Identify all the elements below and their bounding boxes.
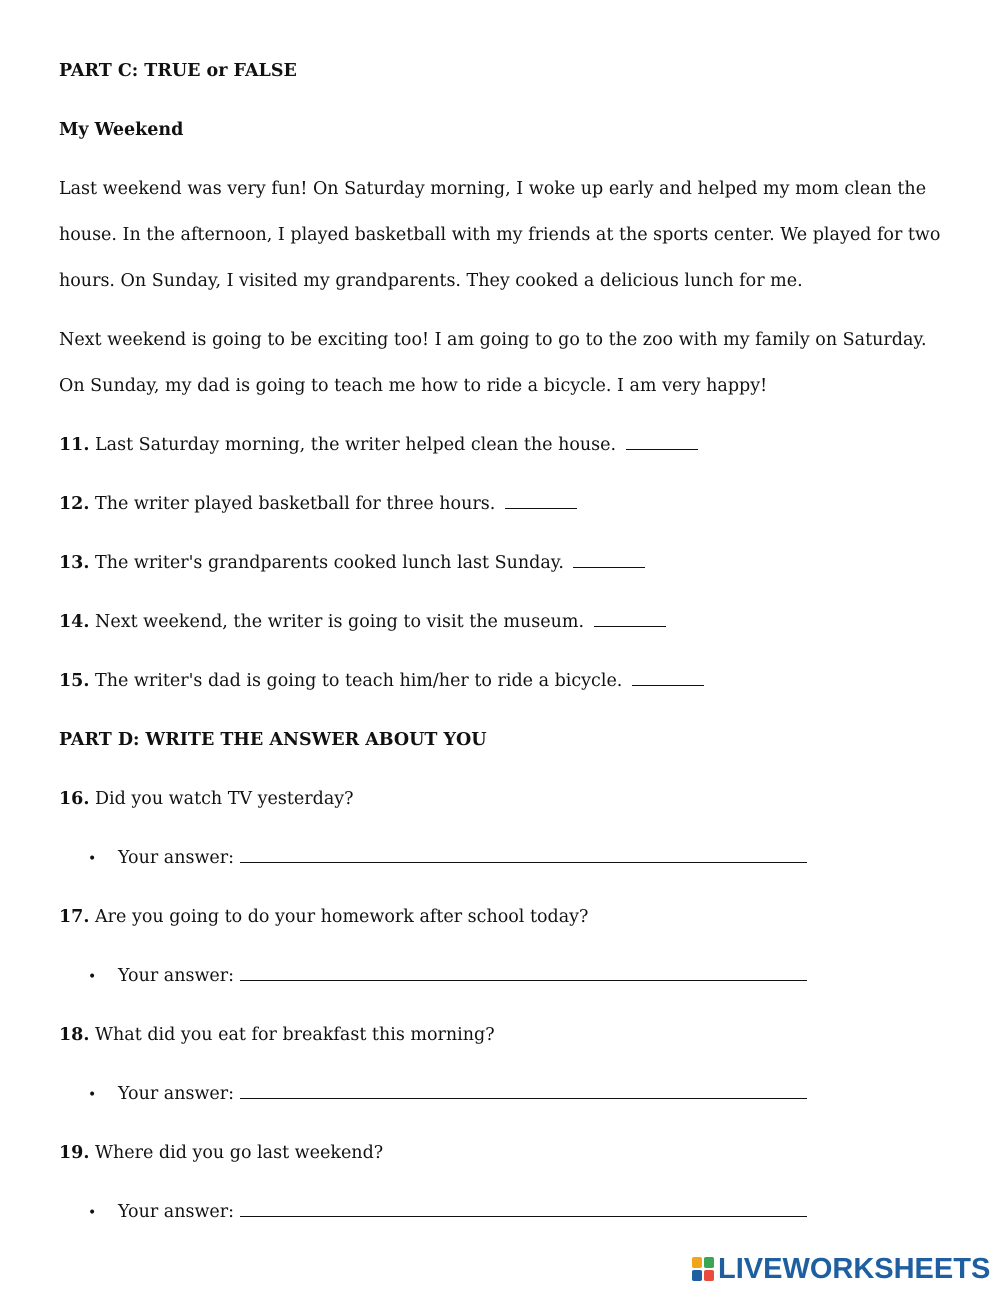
question-18 [59, 1023, 495, 1047]
question-11 [59, 433, 698, 457]
answer-row-16 [88, 846, 808, 871]
question-text: Next weekend, the writer is going to visit the museum. [95, 612, 585, 632]
question-13 [59, 551, 645, 575]
answer-blank[interactable] [573, 553, 645, 568]
liveworksheets-logo-icon [692, 1257, 714, 1281]
question-text: The writer played basketball for three hours. [95, 494, 496, 514]
question-17 [59, 905, 588, 929]
question-text: Are you going to do your homework after school today? [95, 907, 589, 927]
story-paragraph-2: Next weekend is going to be exciting too! I am going to go to the zoo with my family on Saturday. On Sunday, my dad is going to teach me how to ride a bicycle. I am very happy! [59, 330, 927, 396]
question-number: 18. [59, 1025, 90, 1045]
bullet-icon: • [88, 851, 97, 867]
bullet-icon: • [88, 1087, 97, 1103]
answer-row-19 [88, 1200, 808, 1225]
question-number: 13. [59, 553, 90, 573]
liveworksheets-logo [692, 1254, 990, 1284]
question-text: The writer's grandparents cooked lunch last Sunday. [95, 553, 564, 573]
question-12 [59, 492, 577, 516]
answer-row-17 [88, 964, 808, 989]
answer-field[interactable] [240, 1084, 807, 1099]
question-number: 11. [59, 435, 90, 455]
question-number: 17. [59, 907, 90, 927]
answer-label: Your answer: [118, 1202, 235, 1222]
question-number: 15. [59, 671, 90, 691]
answer-field[interactable] [240, 966, 807, 981]
logo-text: LIVEWORKSHEETS [718, 1253, 991, 1285]
question-number: 12. [59, 494, 90, 514]
question-text: Last Saturday morning, the writer helped clean the house. [95, 435, 617, 455]
question-text: The writer's dad is going to teach him/her to ride a bicycle. [95, 671, 623, 691]
answer-field[interactable] [240, 848, 807, 863]
question-text: Did you watch TV yesterday? [95, 789, 354, 809]
question-16 [59, 787, 354, 811]
question-14 [59, 610, 666, 634]
answer-blank[interactable] [594, 612, 666, 627]
answer-blank[interactable] [632, 671, 704, 686]
question-text: Where did you go last weekend? [95, 1143, 384, 1163]
question-number: 16. [59, 789, 90, 809]
answer-row-18 [88, 1082, 808, 1107]
answer-field[interactable] [240, 1202, 807, 1217]
question-19 [59, 1141, 383, 1165]
question-number: 14. [59, 612, 90, 632]
bullet-icon: • [88, 1205, 97, 1221]
part-c-heading: PART C: TRUE or FALSE [59, 61, 297, 81]
answer-blank[interactable] [626, 435, 698, 450]
answer-label: Your answer: [118, 848, 235, 868]
question-number: 19. [59, 1143, 90, 1163]
bullet-icon: • [88, 969, 97, 985]
story-paragraph-1: Last weekend was very fun! On Saturday morning, I woke up early and helped my mom clean the house. In the afternoon, I played basketball with my friends at the sports center. We played for two hours. On Sunday, I visited my grandparents. They cooked a delicious lunch for me. [59, 179, 941, 291]
answer-label: Your answer: [118, 966, 235, 986]
story-title: My Weekend [59, 120, 184, 140]
question-text: What did you eat for breakfast this morning? [95, 1025, 495, 1045]
answer-label: Your answer: [118, 1084, 235, 1104]
answer-blank[interactable] [505, 494, 577, 509]
question-15 [59, 669, 704, 693]
part-d-heading: PART D: WRITE THE ANSWER ABOUT YOU [59, 730, 487, 750]
